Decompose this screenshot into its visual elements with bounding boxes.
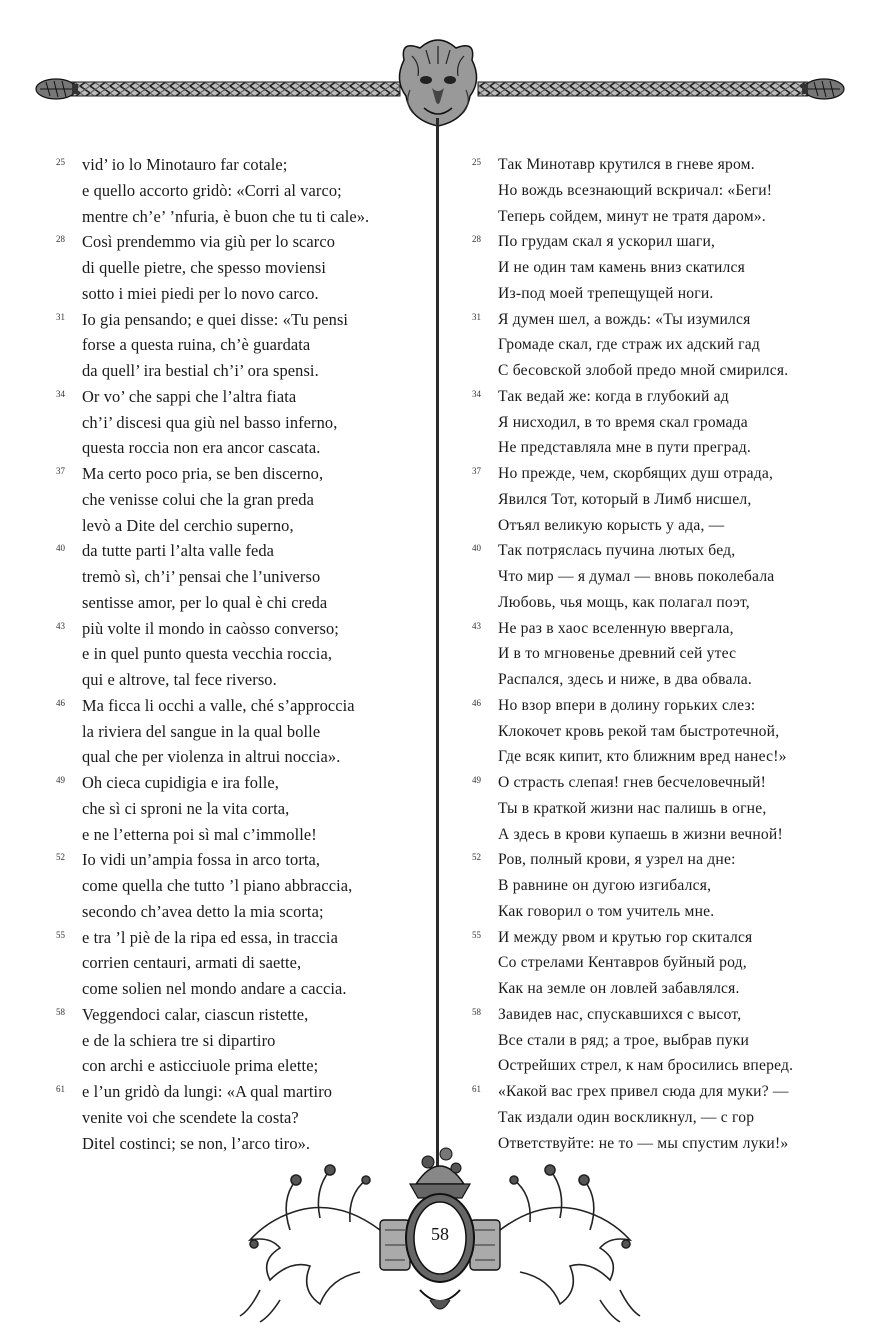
verse-number: 43 — [472, 620, 481, 631]
verse-line: da quell’ ira bestial ch’i’ ora spensi. — [82, 361, 319, 380]
russian-stanza — [472, 538, 852, 615]
verse-line: Из-под моей трепещущей ноги. — [498, 284, 714, 302]
verse-line: sotto i miei piedi per lo novo carco. — [82, 283, 319, 303]
verse-line: Я нисходил, в то время скал громада — [498, 413, 748, 431]
verse-line: come solien nel mondo andare a caccia. — [82, 979, 347, 998]
verse-line: О страсть слепая! гнев бесчеловечный! — [498, 774, 767, 791]
verse-line: e ne l’etterna poi sì mal c’immolle! — [82, 824, 317, 844]
russian-stanza — [472, 616, 852, 693]
verse-line: Oh cieca cupidigia e ira folle, — [82, 773, 279, 792]
page-number-frame — [406, 1194, 474, 1309]
italian-stanza — [56, 461, 426, 538]
russian-column — [472, 152, 852, 1156]
verse-line: И между рвом и крутью гор скитался — [498, 928, 753, 946]
verse-number: 40 — [472, 543, 481, 554]
verse-number: 52 — [56, 852, 65, 863]
verse-number: 28 — [56, 234, 65, 245]
verse-line: Veggendoci calar, ciascun ristette, — [82, 1004, 309, 1024]
verse-number: 58 — [472, 1006, 481, 1017]
verse-line: Or vo’ che sappi che l’altra fiata — [82, 386, 297, 406]
verse-line: che sì ci sproni ne la vita corta, — [82, 798, 290, 818]
verse-line: con archi e asticciuole prima elette; — [82, 1056, 319, 1076]
verse-line: come quella che tutto ’l piano abbraccia, — [82, 876, 353, 895]
italian-column — [56, 152, 426, 1156]
verse-number: 55 — [56, 929, 65, 940]
verse-line: Io vidi un’ampia fossa in arco torta, — [82, 850, 321, 870]
verse-line: Io gia pensando; e quei disse: «Tu pensi — [82, 309, 349, 329]
verse-number: 52 — [472, 852, 481, 863]
russian-stanza — [472, 307, 852, 384]
verse-line: più volte il mondo in caòsso converso; — [82, 618, 339, 638]
verse-line: Ma ficca li occhi a valle, ché s’approccia — [82, 695, 355, 715]
verse-line: Со стрелами Кентавров буйный род, — [498, 954, 747, 972]
verse-line: Клокочет кровь рекой там быстротечной, — [498, 722, 780, 740]
rope-left — [70, 82, 400, 96]
verse-number: 34 — [56, 388, 65, 399]
foliage-right-icon — [500, 1165, 640, 1322]
verse-line: e de la schiera tre si dipartiro — [82, 1030, 276, 1050]
verse-line: e quello accorto gridò: «Corri al varco; — [82, 180, 342, 200]
verse-number: 31 — [56, 311, 65, 322]
verse-line: da tutte parti l’alta valle feda — [82, 541, 275, 561]
verse-line: venite voi che scendete la costa? — [82, 1107, 299, 1127]
verse-line: qual che per violenza in altrui noccia». — [82, 747, 341, 767]
flower-basket-icon — [410, 1148, 470, 1198]
italian-stanza — [56, 384, 426, 461]
verse-line: По грудам скал я ускорил шаги, — [498, 233, 716, 251]
verse-line: la riviera del sangue in la qual bolle — [82, 721, 321, 741]
verse-number: 49 — [56, 775, 65, 785]
russian-stanza — [472, 1002, 852, 1079]
verse-number: 37 — [56, 466, 65, 476]
verse-number: 28 — [472, 234, 481, 245]
lion-mask-icon — [399, 40, 476, 126]
verse-line: Завидев нас, спускавшихся с высот, — [498, 1005, 742, 1023]
verse-line: В равнине он дугою изгибался, — [498, 877, 712, 894]
verse-line: e in quel punto questa vecchia roccia, — [82, 644, 333, 664]
verse-line: «Какой вас грех привел сюда для муки? — — [498, 1083, 789, 1100]
verse-line: Ответствуйте: не то — мы спустим луки!» — [498, 1134, 789, 1152]
verse-line: Все стали в ряд; а трое, выбрав пуки — [498, 1031, 750, 1049]
italian-stanza — [56, 307, 426, 384]
verse-line: e tra ’l piè de la ripa ed essa, in traccia — [82, 927, 338, 947]
verse-line: А здесь в крови купаешь в жизни вечной! — [498, 825, 783, 843]
russian-stanza — [472, 847, 852, 924]
russian-stanza — [472, 770, 852, 847]
russian-stanza — [472, 925, 852, 1002]
verse-number: 25 — [56, 157, 65, 167]
verse-line: corrien centauri, armati di saette, — [82, 953, 302, 973]
verse-number: 61 — [472, 1084, 481, 1094]
verse-number: 25 — [472, 157, 481, 167]
italian-stanza — [56, 925, 426, 1002]
verse-line: Ma certo poco pria, se ben discerno, — [82, 464, 324, 483]
verse-line: И не один там камень вниз скатился — [498, 259, 746, 276]
italian-stanza — [56, 770, 426, 847]
verse-line: sentisse amor, per lo qual è chi creda — [82, 592, 328, 612]
verse-line: Распался, здесь и ниже, в два обвала. — [498, 671, 752, 688]
russian-stanza — [472, 152, 852, 229]
verse-line: Громаде скал, где страж их адский гад — [498, 336, 760, 354]
verse-line: tremò sì, ch’i’ pensai che l’universo — [82, 567, 321, 586]
verse-line: Теперь сойдем, минут не тратя даром». — [498, 207, 766, 225]
verse-line: Ты в краткой жизни нас палишь в огне, — [498, 799, 767, 817]
italian-stanza — [56, 616, 426, 693]
verse-line: Явился Тот, который в Лимб нисшел, — [498, 490, 752, 508]
verse-line: questa roccia non era ancor cascata. — [82, 438, 321, 458]
verse-line: Но вождь всезнающий вскричал: «Беги! — [498, 181, 773, 199]
verse-number: 37 — [472, 466, 481, 476]
verse-number: 49 — [472, 775, 481, 785]
rope-right — [478, 82, 808, 96]
verse-line: Отъял великую корысть у ада, — — [498, 516, 725, 534]
verse-line: forse a questa ruina, ch’è guardata — [82, 335, 311, 355]
verse-number: 40 — [56, 543, 65, 554]
column-divider — [436, 118, 439, 1178]
russian-stanza — [472, 461, 852, 538]
verse-number: 46 — [472, 697, 481, 708]
verse-line: Так ведай же: когда в глубокий ад — [498, 387, 729, 405]
verse-line: ch’i’ discesi qua giù nel basso inferno, — [82, 412, 338, 432]
foliage-left-icon — [240, 1165, 380, 1322]
italian-stanza — [56, 1002, 426, 1079]
verse-line: Я думен шел, а вождь: «Ты изумился — [498, 310, 751, 328]
verse-line: qui e altrove, tal fece riverso. — [82, 670, 277, 689]
verse-number: 43 — [56, 620, 65, 631]
verse-line: Не раз в хаос вселенную ввергала, — [498, 619, 734, 637]
page-number: 58 — [431, 1224, 449, 1244]
verse-number: 58 — [56, 1006, 65, 1017]
verse-line: Но прежде, чем, скорбящих душ отрада, — [498, 465, 774, 482]
verse-line: vid’ io lo Minotauro far cotale; — [82, 155, 288, 174]
verse-line: che venisse colui che la gran preda — [82, 489, 314, 509]
verse-line: Где всяк кипит, кто ближним вред нанес!» — [498, 748, 787, 766]
verse-line: di quelle pietre, che spesso moviensi — [82, 258, 327, 277]
italian-stanza — [56, 152, 426, 229]
verse-line: Как говорил о том учитель мне. — [498, 902, 715, 920]
verse-line: Так Минотавр крутился в гневе яром. — [498, 156, 755, 173]
russian-stanza — [472, 384, 852, 461]
verse-line: Так потряслась пучина лютых бед, — [498, 542, 736, 560]
verse-line: levò a Dite del cerchio superno, — [82, 515, 294, 535]
verse-line: Острейших стрел, к нам бросились вперед. — [498, 1057, 794, 1075]
verse-line: e l’un gridò da lungi: «A qual martiro — [82, 1082, 333, 1101]
italian-stanza — [56, 538, 426, 615]
verse-line: Così prendemmo via giù per lo scarco — [82, 232, 336, 252]
russian-stanza — [472, 693, 852, 770]
verse-number: 46 — [56, 697, 65, 708]
verse-line: Ров, полный крови, я узрел на дне: — [498, 851, 736, 869]
verse-line: Не представляла мне в пути преград. — [498, 439, 751, 457]
verse-line: Как на земле он ловлей забавлялся. — [498, 980, 740, 997]
verse-line: Ditel costinci; se non, l’arco tiro». — [82, 1133, 311, 1153]
verse-number: 34 — [472, 388, 481, 399]
verse-number: 31 — [472, 311, 481, 322]
russian-stanza — [472, 229, 852, 306]
verse-line: Но взор впери в долину горьких слез: — [498, 696, 756, 714]
verse-line: Что мир — я думал — вновь поколебала — [498, 568, 775, 585]
italian-stanza — [56, 693, 426, 770]
verse-line: Любовь, чья мощь, как полагал поэт, — [498, 593, 750, 611]
verse-line: С бесовской злобой предо мной смирился. — [498, 362, 789, 379]
verse-line: secondo ch’avea detto la mia scorta; — [82, 901, 324, 921]
verse-line: Так издали один воскликнул, — с гор — [498, 1108, 755, 1126]
verse-number: 61 — [56, 1084, 65, 1094]
verse-number: 55 — [472, 929, 481, 940]
italian-stanza — [56, 229, 426, 306]
top-ornament — [0, 30, 880, 140]
verse-line: mentre ch’e’ ’nfuria, è buon che tu ti cale». — [82, 206, 370, 226]
verse-line: И в то мгновенье древний сей утес — [498, 645, 737, 663]
italian-stanza — [56, 847, 426, 924]
